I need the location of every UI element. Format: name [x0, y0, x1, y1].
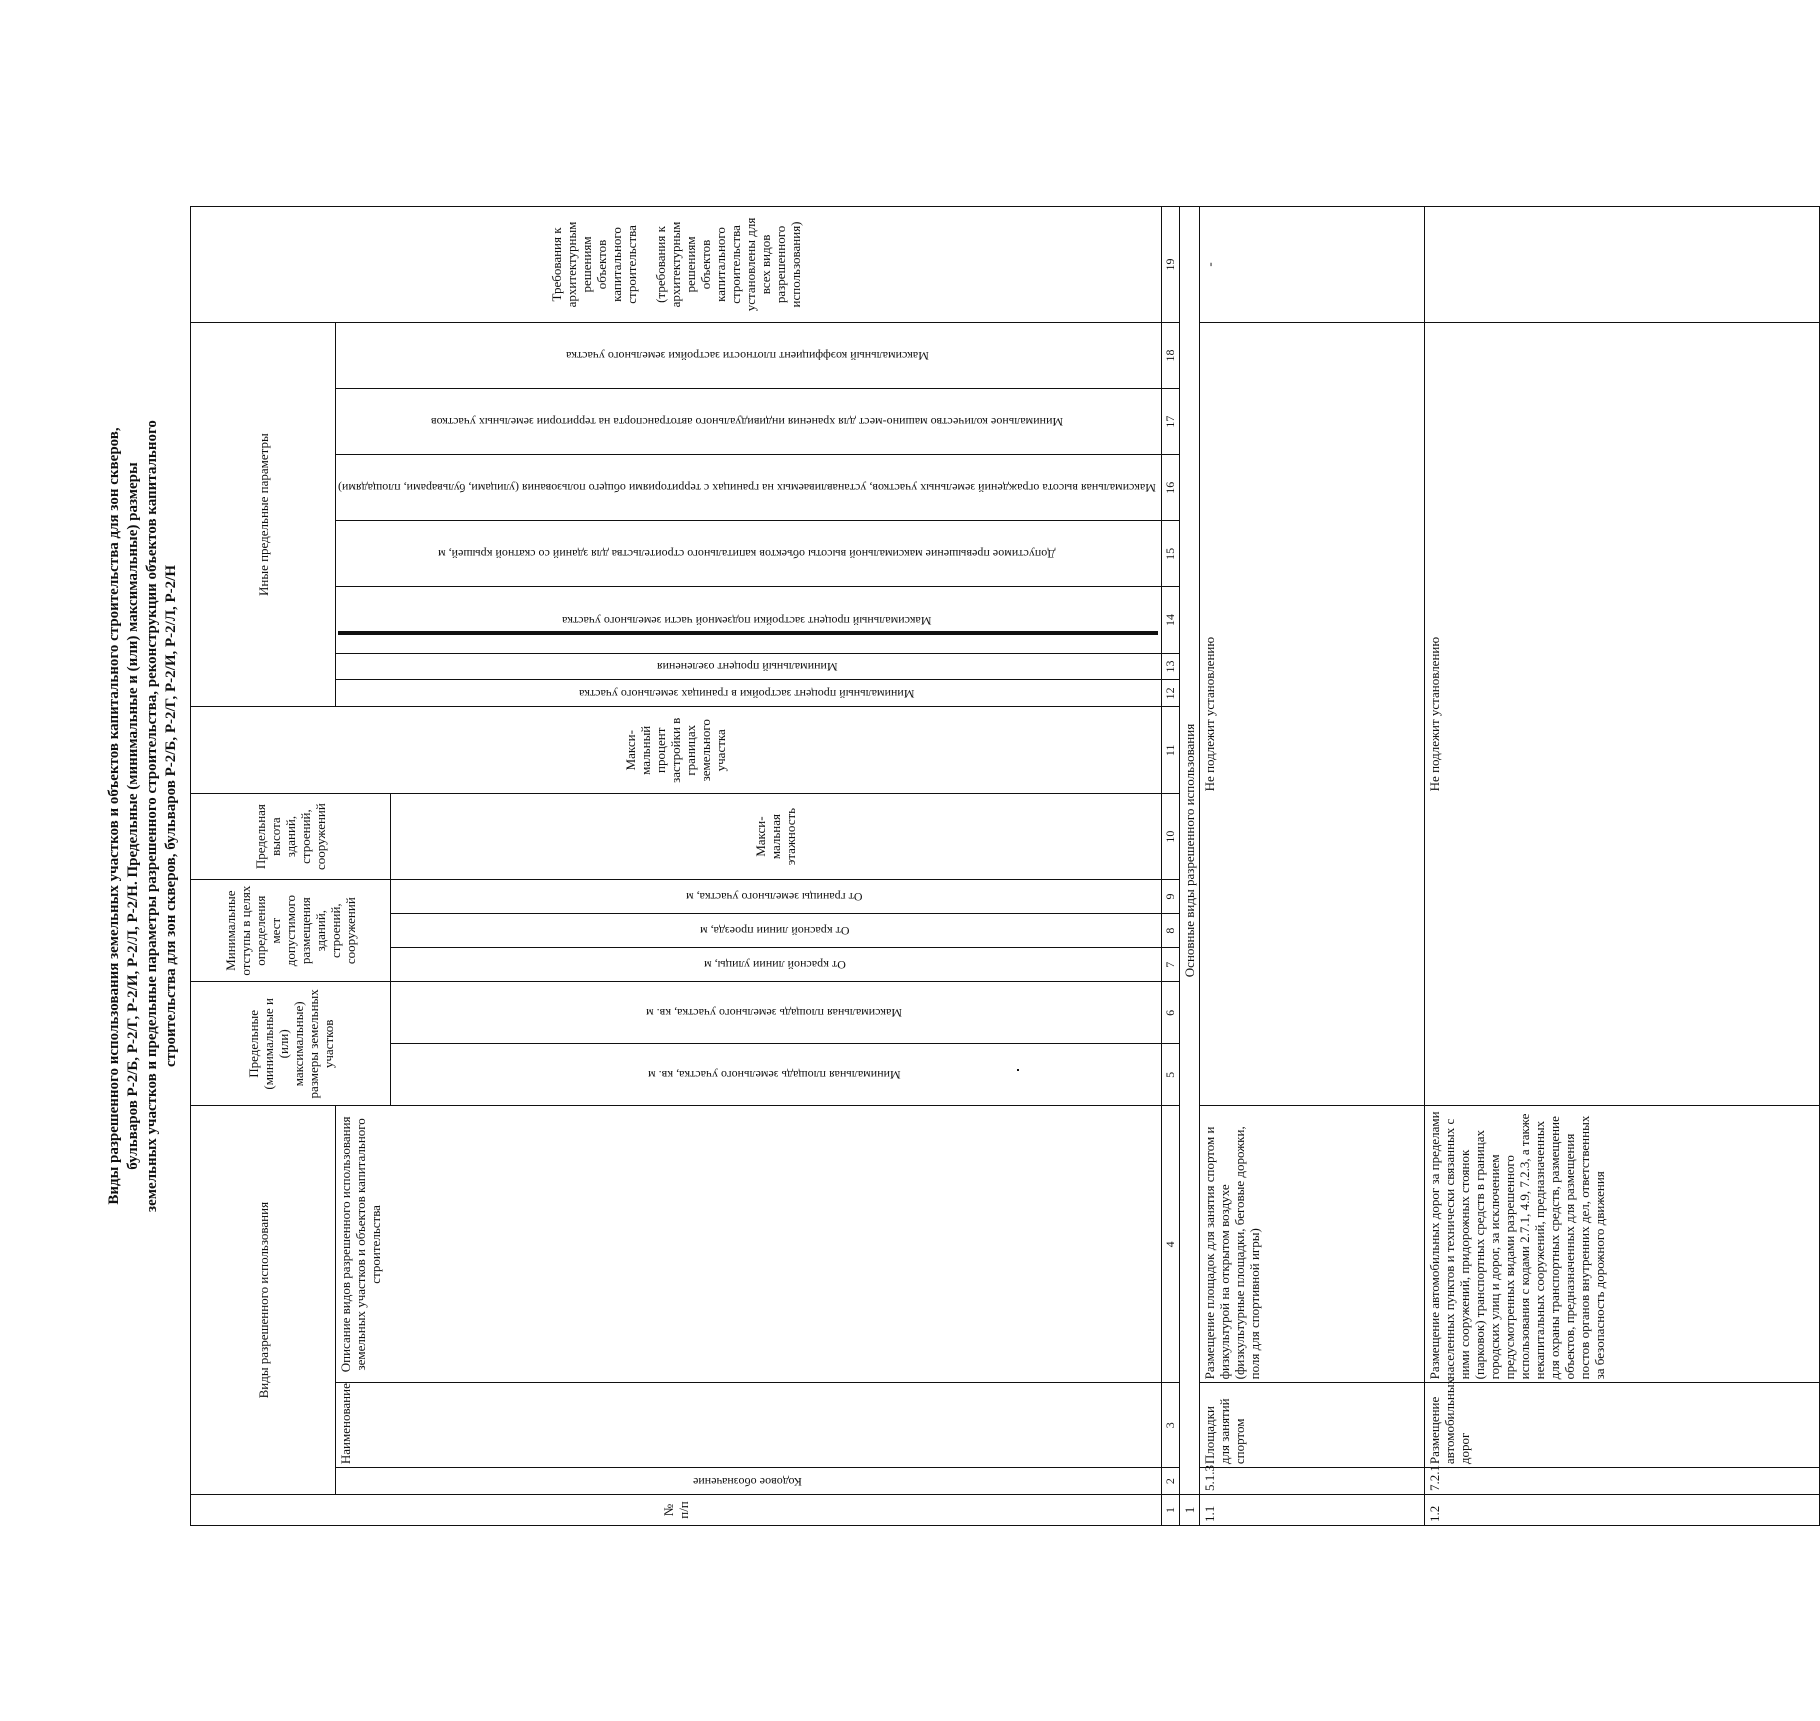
header-description: Описание видов разрешенного использования земельных участков и объектов капитального строительства	[336, 1106, 1162, 1383]
header-max-coverage: Макси-мальный процент застройки в границах земельного участка	[191, 707, 1162, 794]
section-number: 1	[1179, 1495, 1199, 1526]
caption-line-2: бульваров Р-2/Б, Р-2/Г, Р-2/И, Р-2/Л, Р-2/Н. Предельные (минимальные и (или) максимальные) размеры	[125, 462, 141, 1170]
header-p12: Минимальный процент застройки в границах земельного участка	[336, 680, 1162, 707]
header-setback-drive: От красной линии проезда, м	[391, 914, 1162, 948]
column-number: 11	[1161, 707, 1179, 794]
column-number: 2	[1161, 1468, 1179, 1495]
column-number: 10	[1161, 794, 1179, 880]
scan-margin-bar	[338, 631, 1158, 635]
header-p16: Максимальная высота ограждений земельных участков, устанавливаемых на границах с территориями общего пользования (улицами, бульварами, площадями)	[336, 455, 1162, 521]
column-number: 3	[1161, 1383, 1179, 1468]
header-arch	[191, 207, 1162, 323]
row-name: Размещение автомобильных дорог	[1424, 1383, 1819, 1468]
column-number: 13	[1161, 653, 1179, 680]
header-p13: Минимальный процент озеленения	[336, 653, 1162, 680]
header-max-height: Предельная высота зданий, строений, сооружений	[191, 794, 391, 880]
column-number: 6	[1161, 982, 1179, 1044]
header-p15: Допустимое превышение максимальной высоты объектов капитального строительства для зданий со скатной крышей, м	[336, 521, 1162, 587]
header-other-params: Иные предельные параметры	[191, 322, 336, 706]
caption-line-4: строительства для зон скверов, бульваров Р-2/Б, Р-2/Г, Р-2/И, Р-2/Л, Р-2/Н	[163, 565, 179, 1068]
column-number: 4	[1161, 1106, 1179, 1383]
header-setbacks: Минимальные отступы в целях определения мест допустимого размещения зданий, строений, сооружений	[191, 879, 391, 981]
header-arch-title: Требования к архитектурным решениям объектов капитального строительства	[548, 221, 639, 308]
row-arch: -	[1199, 207, 1424, 323]
caption-line-1: Виды разрешенного использования земельных участков и объектов капитального строительства для зон скверов,	[106, 427, 122, 1205]
header-p14: Максимальный процент застройки подземной части земельного участка	[336, 587, 1162, 653]
scan-speck	[1017, 1069, 1019, 1071]
header-code: Кодовое обозначение	[336, 1468, 1162, 1495]
header-p17: Минимальное количество машино-мест для хранения индивидуального автотранспорта на территории земельных участков	[336, 389, 1162, 455]
section-title: Основные виды разрешенного использования	[1179, 207, 1199, 1495]
caption-line-3: земельных участков и предельные параметры разрешенного строительства, реконструкции объектов капитального	[144, 420, 160, 1212]
column-number: 12	[1161, 680, 1179, 707]
column-number: 17	[1161, 389, 1179, 455]
table-row	[1199, 207, 1424, 1526]
column-number: 14	[1161, 587, 1179, 653]
column-numbers-row	[1161, 207, 1179, 1526]
header-num: № п/п	[191, 1495, 1162, 1526]
header-setback-street: От красной линии улицы, м	[391, 948, 1162, 982]
header-arch-note: (требования к архитектурным решениям объектов капитального строительства установлены для всех видов разрешенного использования)	[652, 217, 803, 312]
header-max-area: Максимальная площадь земельного участка, кв. м	[391, 982, 1162, 1044]
column-number: 1	[1161, 1495, 1179, 1526]
row-params: Не подлежит установлению	[1424, 322, 1819, 1105]
column-number: 15	[1161, 521, 1179, 587]
header-min-area: Минимальная площадь земельного участка, кв. м	[391, 1044, 1162, 1106]
row-params: Не подлежит установлению	[1199, 322, 1424, 1105]
row-code: 7.2.1	[1424, 1468, 1819, 1495]
row-description: Размещение автомобильных дорог за пределами населенных пунктов и технически связанных с ними сооружений, придорожных стоянок (парковок) транспортных средств в границах городских улиц и дорог, за исключением предусмотренных видами разрешенного использования с кодами 2.7.1, 4.9, 7.2.3, а также некапитальных сооружений, предназначенных для охраны транспортных средств, размещение объектов, предназначенных для размещения постов органов внутренних дел, ответственных за безопасность дорожного движения	[1424, 1106, 1819, 1383]
column-number: 19	[1161, 207, 1179, 323]
header-max-floors: Макси-мальная этажность	[391, 794, 1162, 880]
regulations-table	[190, 206, 1820, 1526]
column-number: 7	[1161, 948, 1179, 982]
table-row	[1424, 207, 1819, 1526]
row-code: 5.1.3	[1199, 1468, 1424, 1495]
column-number: 9	[1161, 879, 1179, 913]
header-plot-sizes: Предельные (минимальные и (или) максимальные) размеры земельных участков	[191, 982, 391, 1106]
row-number: 1.1	[1199, 1495, 1424, 1526]
column-number: 18	[1161, 322, 1179, 388]
document-caption	[105, 341, 181, 1291]
header-p18: Максимальный коэффициент плотности застройки земельного участка	[336, 322, 1162, 388]
column-number: 5	[1161, 1044, 1179, 1106]
row-description: Размещение площадок для занятия спортом и физкультурой на открытом воздухе (физкультурные площадки, беговые дорожки, поля для спортивной игры)	[1199, 1106, 1424, 1383]
row-arch	[1424, 207, 1819, 323]
column-number: 16	[1161, 455, 1179, 521]
row-number: 1.2	[1424, 1495, 1819, 1526]
header-setback-plot: От границы земельного участка, м	[391, 879, 1162, 913]
row-name: Площадки для занятий спортом	[1199, 1383, 1424, 1468]
header-vri-group: Виды разрешенного использования	[191, 1106, 336, 1495]
column-number: 8	[1161, 914, 1179, 948]
header-name: Наименование	[336, 1383, 1162, 1468]
section-row	[1179, 207, 1199, 1526]
